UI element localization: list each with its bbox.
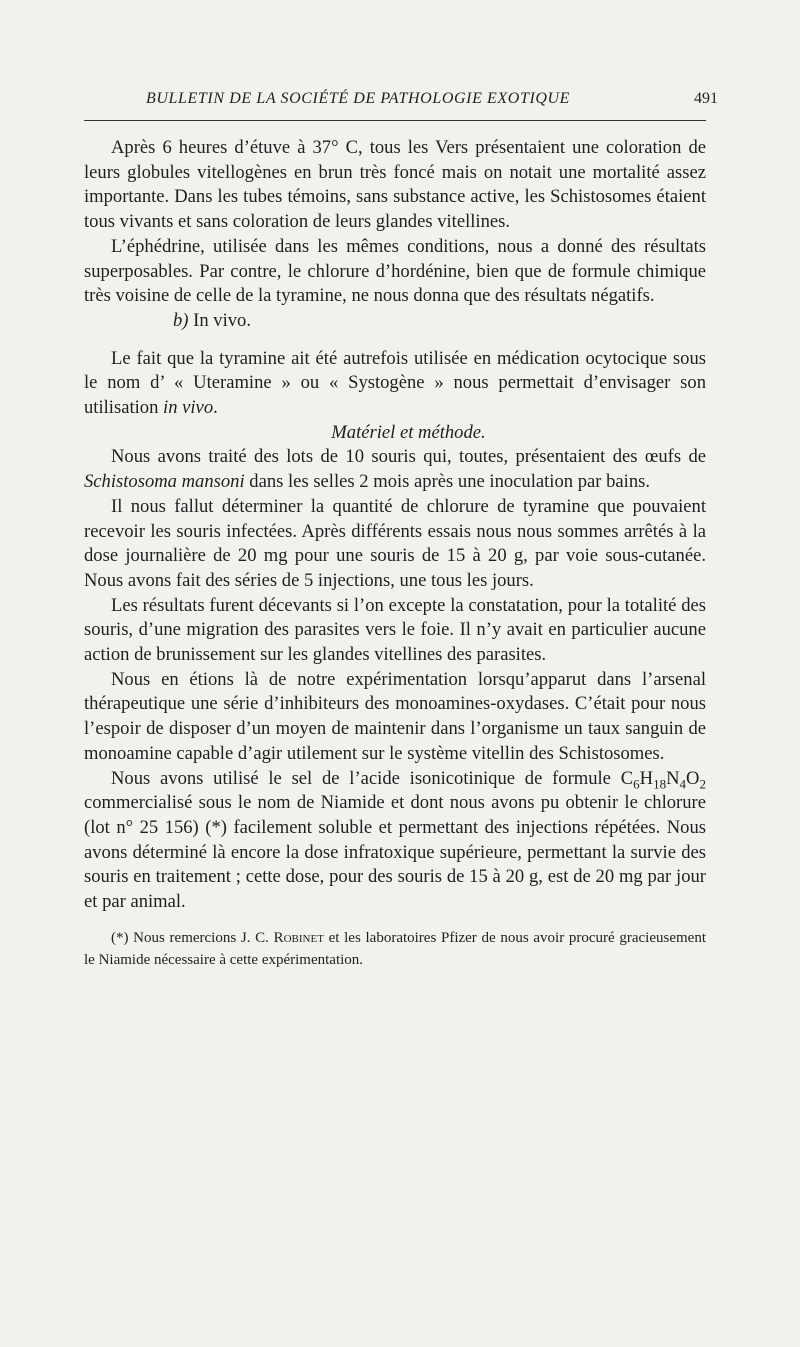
formula-subscript: 2 xyxy=(699,776,706,792)
paragraph-text: dans les selles 2 mois après une inoculation par bains. xyxy=(244,471,650,493)
paragraph-text: Nous avons traité des lots de 10 souris qui, toutes, présentaient des œufs de xyxy=(111,446,706,468)
subheading-in-vivo xyxy=(84,309,706,334)
paragraph-text: . xyxy=(213,397,218,419)
species-name: Schistosoma mansoni xyxy=(84,471,245,493)
paragraph-etuve-results: Après 6 heures d’étuve à 37° C, tous les Vers présentaient une coloration de leurs globules vitellogènes en brun très foncé mais on notait une mortalité assez importante. Dans les tubes témoins, sans substance active, les Schistosomes étaient tous vivants et sans coloration de leurs glandes vitellines. xyxy=(84,137,706,233)
running-head xyxy=(84,90,718,121)
paragraph-ephedrine: L’éphédrine, utilisée dans les mêmes conditions, nous a donné des résultats superposables. Par contre, le chlorure d’hordénine, bien que de formule chimique très voisine de celle de la tyramine, ne nous donna que des résultats négatifs. xyxy=(84,235,706,307)
paragraph-results: Les résultats furent décevants si l’on excepte la constatation, pour la totalité des souris, d’une migration des parasites vers le foie. Il n’y avait en particulier aucune action de brunissement sur les glandes vitellines des parasites. xyxy=(84,594,706,666)
paragraph-mouse-lots xyxy=(84,445,706,494)
journal-title: BULLETIN DE LA SOCIÉTÉ DE PATHOLOGIE EXOTIQUE xyxy=(146,90,571,107)
subheading-text: In vivo. xyxy=(188,309,251,331)
footnote-name: Robinet xyxy=(273,929,324,946)
paragraph-inhibitors: Nous en étions là de notre expérimentation lorsqu’apparut dans l’arsenal thérapeutique une série d’inhibiteurs des monoamines-oxydases. C’était pour nous l’espoir de disposer d’un moyen de maintenir dans l’organisme un taux sanguin de monoamine capable d’agir utilement sur le système vitellin des Schistosomes. xyxy=(84,668,706,764)
paragraph-text: Le fait que la tyramine ait été autrefois utilisée en médication ocytocique sous le nom d’ « Uteramine » ou « Systogène » nous permettait d’envisager son utilisation xyxy=(84,347,706,419)
paragraph-niamide xyxy=(84,767,706,915)
paragraph-tyramine-history xyxy=(84,347,706,421)
footnote-spacer xyxy=(84,915,706,927)
chemical-formula xyxy=(620,767,706,792)
paragraph-text: commercialisé sous le nom de Niamide et dont nous avons pu obtenir le chlorure (lot n° 25 156) (*) facilement soluble et permettant des injections répétées. Nous avons déterminé là encore la dose infratoxique supérieure, permettant la survie des souris en traitement ; cette dose, pour des souris de 15 à 20 g, est de 20 mg par jour et par animal. xyxy=(84,792,706,913)
section-title: Matériel et méthode. xyxy=(331,421,486,443)
paragraph-text: Nous avons utilisé le sel de l’acide isonicotinique de formule xyxy=(111,767,621,789)
formula-element: N xyxy=(666,767,680,789)
article-body xyxy=(84,136,706,971)
formula-subscript: 4 xyxy=(679,776,687,792)
footnote xyxy=(84,927,706,971)
paragraph-dose: Il nous fallut déterminer la quantité de chlorure de tyramine que pouvaient recevoir les souris infectées. Après différents essais nous nous sommes arrêtés à la dose journalière de 20 mg pour une souris de 15 à 20 g, par voie sous-cutanée. Nous avons fait des séries de 5 injections, une tous les jours. xyxy=(84,495,706,591)
footnote-text: et les laboratoires Pfizer de nous avoir procuré gracieusement le Niamide nécessaire à cette expérimentation. xyxy=(84,929,706,968)
subheading-letter: b) xyxy=(173,309,189,331)
page-number: 491 xyxy=(694,90,718,107)
formula-element: C xyxy=(620,767,634,789)
footnote-text: (*) Nous remercions J. C. xyxy=(111,929,274,946)
italic-term: in vivo xyxy=(163,397,214,419)
formula-subscript: 18 xyxy=(653,776,667,792)
formula-element: O xyxy=(686,767,700,789)
formula-element: H xyxy=(639,767,654,789)
formula-subscript: 6 xyxy=(633,776,640,792)
